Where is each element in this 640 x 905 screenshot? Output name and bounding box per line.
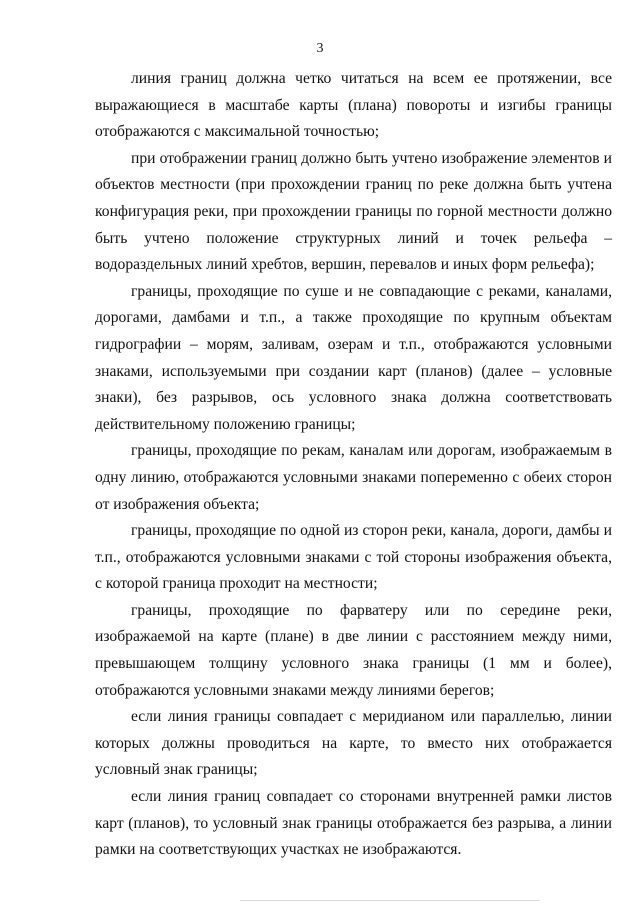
paragraph-3: границы, проходящие по суше и не совпадающие с реками, каналами, дорогами, дамбами и т.п., а также проходящие по крупным объектам гидрографии – морям, заливам, озерам и т.п., отображаются условными знаками, используемыми при создании карт (планов) (далее – условные знаки), без разрывов, ось условного знака должна соответствовать действительному положению границы; [95,282,612,433]
document-body [95,66,612,864]
paragraph-1: линия границ должна четко читаться на всем ее протяжении, все выражающиеся в масштабе карты (плана) повороты и изгибы границы отображаются с максимальной точностью; [95,70,612,141]
page-number: 3 [316,41,324,56]
paragraph-8: если линия границ совпадает со сторонами внутренней рамки листов карт (планов), то условный знак границы отображается без разрыва, а линии рамки на соответствующих участках не изображаются. [95,788,612,859]
paragraph-4: границы, проходящие по рекам, каналам или дорогам, изображаемым в одну линию, отображаются условными знаками попеременно с обеих сторон от изображения объекта; [95,442,612,513]
paragraph-6: границы, проходящие по фарватеру или по середине реки, изображаемой на карте (плане) в две линии с расстоянием между ними, превышающем толщину условного знака границы (1 мм и более), отображаются условными знаками между линиями берегов; [95,601,612,699]
paragraph-2: при отображении границ должно быть учтено изображение элементов и объектов местности (при прохождении границ по реке должна быть учтена конфигурация реки, при прохождении границы по горной местности должно быть учтено положение структурных линий и точек рельефа – водораздельных линий хребтов, вершин, перевалов и иных форм рельефа); [95,149,612,274]
paragraph-5: границы, проходящие по одной из сторон реки, канала, дороги, дамбы и т.п., отображаются условными знаками с той стороны изображения объекта, с которой граница проходит на местности; [95,522,612,593]
paragraph-7: если линия границы совпадает с меридианом или параллелью, линии которых должны проводиться на карте, то вместо них отображается условный знак границы; [95,708,612,779]
scan-edge-line [240,900,540,901]
